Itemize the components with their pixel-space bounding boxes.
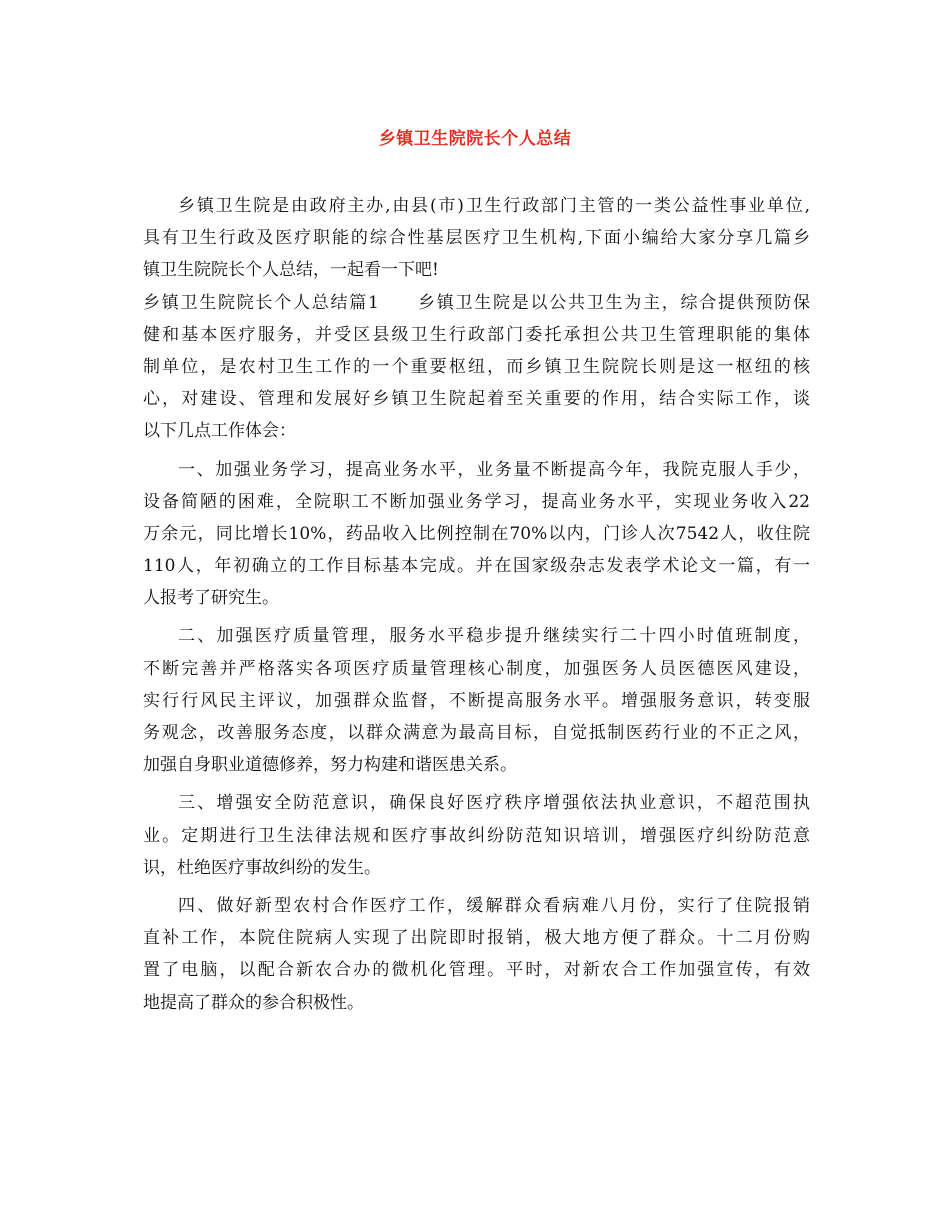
text-line: 镇卫生院院长个人总结，一起看一下吧! xyxy=(143,260,439,281)
intro-paragraph xyxy=(143,190,810,287)
text-line: 110人，年初确立的工作目标基本完成。并在国家级杂志发表学术论文一篇，有一 xyxy=(143,556,810,577)
text-line: 人报考了研究生。 xyxy=(143,588,279,609)
text-line: 务观念，改善服务态度，以群众满意为最高目标，自觉抵制医药行业的不正之风， xyxy=(143,723,810,743)
point-2-paragraph xyxy=(143,620,810,781)
text-line: 地提高了群众的参合积极性。 xyxy=(143,992,364,1013)
text-line: 万余元，同比增长10%，药品收入比例控制在70%以内，门诊人次7542人，收住院 xyxy=(143,523,810,544)
text-line: 制单位，是农村卫生工作的一个重要枢纽，而乡镇卫生院院长则是这一枢纽的核 xyxy=(143,356,810,377)
document-body xyxy=(143,190,810,1019)
text-line: 置了电脑，以配合新农合办的微机化管理。平时，对新农合工作加强宣传，有效 xyxy=(143,960,810,981)
point-4-paragraph xyxy=(143,890,810,1019)
text-line: 实行行风民主评议，加强群众监督，不断提高服务水平。增强服务意识，转变服 xyxy=(143,690,810,711)
text-line: 具有卫生行政及医疗职能的综合性基层医疗卫生机构,下面小编给大家分享几篇乡 xyxy=(143,228,810,249)
text-line: 设备简陋的困难，全院职工不断加强业务学习，提高业务水平，实现业务收入22 xyxy=(143,491,810,512)
text-line: 乡镇卫生院院长个人总结篇1 乡镇卫生院是以公共卫生为主，综合提供预防保 xyxy=(143,292,810,313)
text-line: 四、做好新型农村合作医疗工作，缓解群众看病难八月份，实行了住院报销 xyxy=(178,895,810,916)
text-line: 一、加强业务学习，提高业务水平，业务量不断提高今年，我院克服人手少， xyxy=(178,459,810,480)
text-line: 健和基本医疗服务，并受区县级卫生行政部门委托承担公共卫生管理职能的集体 xyxy=(143,324,810,345)
document-title: 乡镇卫生院院长个人总结 xyxy=(378,129,572,149)
text-line: 不断完善并严格落实各项医疗质量管理核心制度，加强医务人员医德医风建设， xyxy=(143,658,810,679)
point-3-paragraph xyxy=(143,787,810,884)
point-1-paragraph xyxy=(143,454,810,615)
section-1-paragraph xyxy=(143,287,810,448)
text-line: 乡镇卫生院是由政府主办,由县(市)卫生行政部门主管的一类公益性事业单位, xyxy=(178,196,810,216)
text-line: 二、加强医疗质量管理，服务水平稳步提升继续实行二十四小时值班制度， xyxy=(178,626,810,647)
text-line: 三、增强安全防范意识，确保良好医疗秩序增强依法执业意识，不超范围执 xyxy=(178,793,810,814)
text-line: 直补工作，本院住院病人实现了出院即时报销，极大地方便了群众。十二月份购 xyxy=(143,928,810,949)
text-line: 加强自身职业道德修养，努力构建和谐医患关系。 xyxy=(143,755,517,776)
text-line: 业。定期进行卫生法律法规和医疗事故纠纷防范知识培训，增强医疗纠纷防范意 xyxy=(143,825,810,846)
text-line: 识，杜绝医疗事故纠纷的发生。 xyxy=(143,857,381,878)
text-line: 以下几点工作体会： xyxy=(143,421,296,442)
text-line: 心，对建设、管理和发展好乡镇卫生院起着至关重要的作用，结合实际工作，谈 xyxy=(143,389,810,410)
